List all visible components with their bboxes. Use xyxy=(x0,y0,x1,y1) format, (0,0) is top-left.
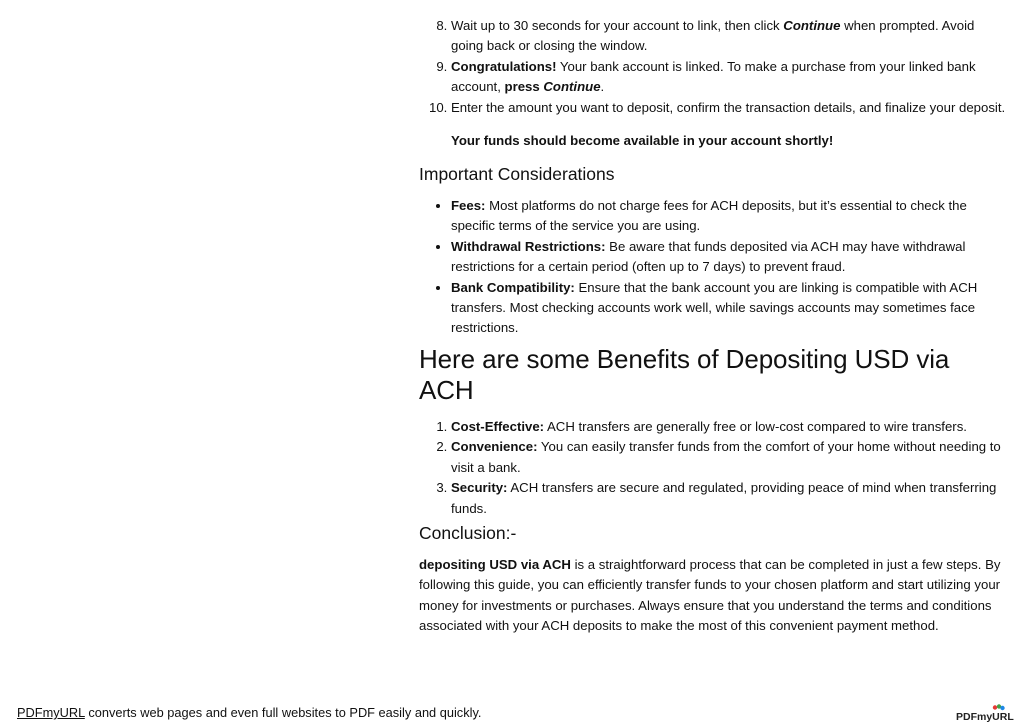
logo-text: PDFmyURL xyxy=(956,711,1014,723)
funds-available-note: Your funds should become available in your account shortly! xyxy=(451,133,834,149)
consideration-withdrawal-restrictions xyxy=(451,237,1009,278)
benefits-heading: Here are some Benefits of Depositing USD via ACH xyxy=(419,343,950,405)
consideration-text: Most platforms do not charge fees for ACH deposits, but it’s essential to check the specific terms of the service you are using. xyxy=(451,198,967,234)
continue-emphasis-2: Continue xyxy=(543,79,601,95)
footer-text: converts web pages and even full websites to PDF easily and quickly. xyxy=(84,705,482,720)
logo-dot-blue xyxy=(1000,706,1004,710)
steps-list xyxy=(419,16,1009,118)
step-9-text-post: . xyxy=(600,79,605,95)
consideration-label: Bank Compatibility: xyxy=(451,279,575,295)
step-8-text-post: when prompted. Avoid going back or closing the window. xyxy=(451,18,975,54)
consideration-label: Withdrawal Restrictions: xyxy=(451,238,606,254)
pdfmyurl-link[interactable]: PDFmyURL xyxy=(17,705,85,720)
consideration-label: Fees: xyxy=(451,198,486,214)
footer-bar xyxy=(17,705,481,721)
consideration-bank-compatibility xyxy=(451,278,1009,339)
step-9-text: Your bank account is linked. To make a purchase from your linked bank account, xyxy=(451,58,976,95)
pdfmyurl-logo-icon[interactable] xyxy=(956,704,1014,723)
benefit-text: You can easily transfer funds from the comfort of your home without needing to visit a bank. xyxy=(451,439,1001,475)
benefit-text: ACH transfers are generally free or low-cost compared to wire transfers. xyxy=(544,418,967,434)
consideration-text: Ensure that the bank account you are linking is compatible with ACH transfers. Most checking accounts work well, while savings accounts may sometimes face restrictions. xyxy=(451,279,978,336)
conclusion-emphasis: depositing USD via ACH xyxy=(419,556,571,572)
considerations-list xyxy=(419,196,1009,339)
considerations-heading: Important Considerations xyxy=(419,164,615,185)
benefit-label: Cost-Effective: xyxy=(451,418,545,434)
step-9 xyxy=(451,57,1009,98)
benefit-convenience xyxy=(451,437,1009,478)
conclusion-paragraph xyxy=(419,555,1009,637)
benefit-cost-effective xyxy=(451,417,1009,437)
benefit-label: Security: xyxy=(451,480,508,496)
benefit-text: ACH transfers are secure and regulated, providing peace of mind when transferring funds. xyxy=(451,480,997,516)
step-10-text: Enter the amount you want to deposit, confirm the transaction details, and finalize your deposit. xyxy=(451,99,1006,115)
consideration-fees xyxy=(451,196,1009,237)
congratulations-label: Congratulations! xyxy=(451,58,557,74)
logo-dot-red xyxy=(993,705,997,709)
benefits-list xyxy=(419,417,1009,519)
conclusion-text: is a straightforward process that can be completed in just a few steps. By following this guide, you can efficiently transfer funds to your chosen platform and start utilizing your money for investments or purchases. Always ensure that you understand the terms and conditions associated with your ACH deposits to make the most of this convenient payment method. xyxy=(419,556,1001,634)
article-content xyxy=(419,16,1009,637)
step-8-text-pre: Wait up to 30 seconds for your account to link, then click xyxy=(451,18,784,33)
step-8 xyxy=(451,16,1009,57)
benefit-label: Convenience: xyxy=(451,439,538,455)
step-10 xyxy=(451,98,1009,118)
consideration-text: Be aware that funds deposited via ACH may have withdrawal restrictions for a certain period (often up to 7 days) to prevent fraud. xyxy=(451,238,966,275)
press-label: press xyxy=(504,79,544,95)
conclusion-heading: Conclusion:- xyxy=(419,522,517,543)
benefit-security xyxy=(451,478,1009,519)
continue-emphasis: Continue xyxy=(783,18,841,33)
